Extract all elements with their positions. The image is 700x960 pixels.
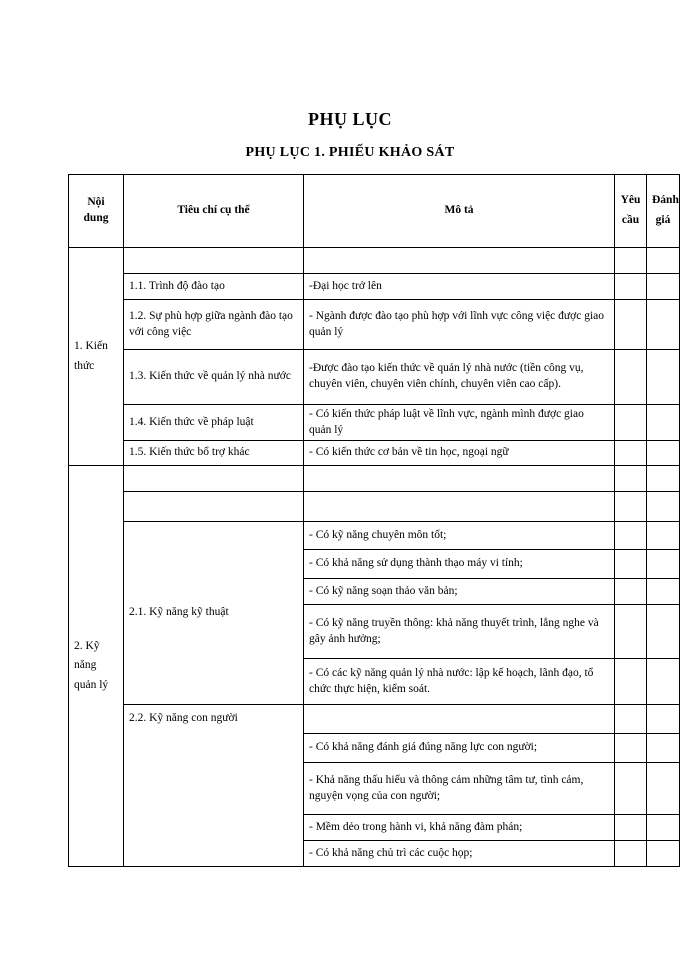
description-cell: - Có kỹ năng soạn thảo văn bản; — [304, 579, 615, 605]
evaluation-cell[interactable] — [647, 492, 680, 522]
table-row — [69, 405, 680, 441]
criteria-cell: 1.3. Kiến thức về quản lý nhà nước — [124, 350, 304, 405]
evaluation-cell[interactable] — [647, 605, 680, 659]
criteria-cell — [124, 466, 304, 492]
description-cell — [304, 466, 615, 492]
criteria-cell — [124, 492, 304, 522]
description-cell: -Đại học trở lên — [304, 274, 615, 300]
requirement-cell[interactable] — [615, 492, 647, 522]
table-row — [69, 300, 680, 350]
evaluation-cell[interactable] — [647, 350, 680, 405]
requirement-cell[interactable] — [615, 763, 647, 815]
evaluation-cell[interactable] — [647, 274, 680, 300]
criteria-cell — [124, 248, 304, 274]
group-label-knowledge: 1. Kiến thức — [69, 248, 124, 466]
evaluation-cell[interactable] — [647, 763, 680, 815]
evaluation-cell[interactable] — [647, 841, 680, 867]
evaluation-cell[interactable] — [647, 815, 680, 841]
description-cell: - Khả năng thấu hiểu và thông cảm những tâm tư, tình cảm, nguyện vọng của con người; — [304, 763, 615, 815]
description-cell: - Có khả năng đánh giá đúng năng lực con người; — [304, 734, 615, 763]
requirement-cell[interactable] — [615, 705, 647, 734]
evaluation-cell[interactable] — [647, 248, 680, 274]
criteria-cell: 1.5. Kiến thức bổ trợ khác — [124, 441, 304, 466]
group-label-management-skills: 2. Kỹ năng quản lý — [69, 466, 124, 867]
evaluation-cell[interactable] — [647, 579, 680, 605]
criteria-cell: 2.2. Kỹ năng con người — [124, 705, 304, 867]
criteria-cell: 1.1. Trình độ đào tạo — [124, 274, 304, 300]
evaluation-cell[interactable] — [647, 441, 680, 466]
requirement-cell[interactable] — [615, 579, 647, 605]
description-cell: - Ngành được đào tạo phù hợp với lĩnh vực công việc được giao quản lý — [304, 300, 615, 350]
header-row — [69, 175, 680, 248]
survey-table — [68, 174, 680, 867]
evaluation-cell[interactable] — [647, 705, 680, 734]
header-requirement: Yêu cầu — [615, 175, 647, 248]
evaluation-cell[interactable] — [647, 300, 680, 350]
requirement-cell[interactable] — [615, 815, 647, 841]
description-cell: - Có khả năng chủ trì các cuộc họp; — [304, 841, 615, 867]
criteria-cell: 1.4. Kiến thức về pháp luật — [124, 405, 304, 441]
description-cell — [304, 248, 615, 274]
criteria-cell: 1.2. Sự phù hợp giữa ngành đào tạo với công việc — [124, 300, 304, 350]
table-row — [69, 274, 680, 300]
table-row — [69, 492, 680, 522]
requirement-cell[interactable] — [615, 550, 647, 579]
evaluation-cell[interactable] — [647, 659, 680, 705]
page-subtitle: PHỤ LỤC 1. PHIẾU KHẢO SÁT — [245, 145, 455, 160]
description-cell: - Có kỹ năng truyền thông: khả năng thuyết trình, lắng nghe và gây ảnh hưởng; — [304, 605, 615, 659]
requirement-cell[interactable] — [615, 522, 647, 550]
description-cell: -Được đào tạo kiến thức về quản lý nhà nước (tiền công vụ, chuyên viên, chuyên viên chính, chuyên viên cao cấp). — [304, 350, 615, 405]
page-title: PHỤ LỤC — [308, 109, 392, 129]
requirement-cell[interactable] — [615, 350, 647, 405]
description-cell — [304, 492, 615, 522]
requirement-cell[interactable] — [615, 605, 647, 659]
table-row — [69, 466, 680, 492]
requirement-cell[interactable] — [615, 659, 647, 705]
description-cell: - Có các kỹ năng quản lý nhà nước: lập kế hoạch, lãnh đạo, tổ chức thực hiện, kiểm soát. — [304, 659, 615, 705]
evaluation-cell[interactable] — [647, 522, 680, 550]
description-cell: - Có khả năng sử dụng thành thạo máy vi tính; — [304, 550, 615, 579]
header-content: Nội dung — [69, 175, 124, 248]
criteria-cell: 2.1. Kỹ năng kỹ thuật — [124, 522, 304, 705]
header-evaluation: Đánh giá — [647, 175, 680, 248]
table-row — [69, 441, 680, 466]
table-row — [69, 522, 680, 550]
header-description: Mô tả — [304, 175, 615, 248]
description-cell: - Có kỹ năng chuyên môn tốt; — [304, 522, 615, 550]
description-cell: - Có kiến thức pháp luật về lĩnh vực, ngành mình được giao quản lý — [304, 405, 615, 441]
table-row — [69, 350, 680, 405]
evaluation-cell[interactable] — [647, 466, 680, 492]
description-cell: - Mềm dẻo trong hành vi, khả năng đàm phán; — [304, 815, 615, 841]
evaluation-cell[interactable] — [647, 550, 680, 579]
requirement-cell[interactable] — [615, 466, 647, 492]
table-row — [69, 705, 680, 734]
description-cell — [304, 705, 615, 734]
evaluation-cell[interactable] — [647, 405, 680, 441]
requirement-cell[interactable] — [615, 734, 647, 763]
requirement-cell[interactable] — [615, 274, 647, 300]
requirement-cell[interactable] — [615, 405, 647, 441]
requirement-cell[interactable] — [615, 300, 647, 350]
header-criteria: Tiêu chí cụ thể — [124, 175, 304, 248]
requirement-cell[interactable] — [615, 441, 647, 466]
requirement-cell[interactable] — [615, 248, 647, 274]
description-cell: - Có kiến thức cơ bản về tin học, ngoại ngữ — [304, 441, 615, 466]
requirement-cell[interactable] — [615, 841, 647, 867]
table-row — [69, 248, 680, 274]
evaluation-cell[interactable] — [647, 734, 680, 763]
